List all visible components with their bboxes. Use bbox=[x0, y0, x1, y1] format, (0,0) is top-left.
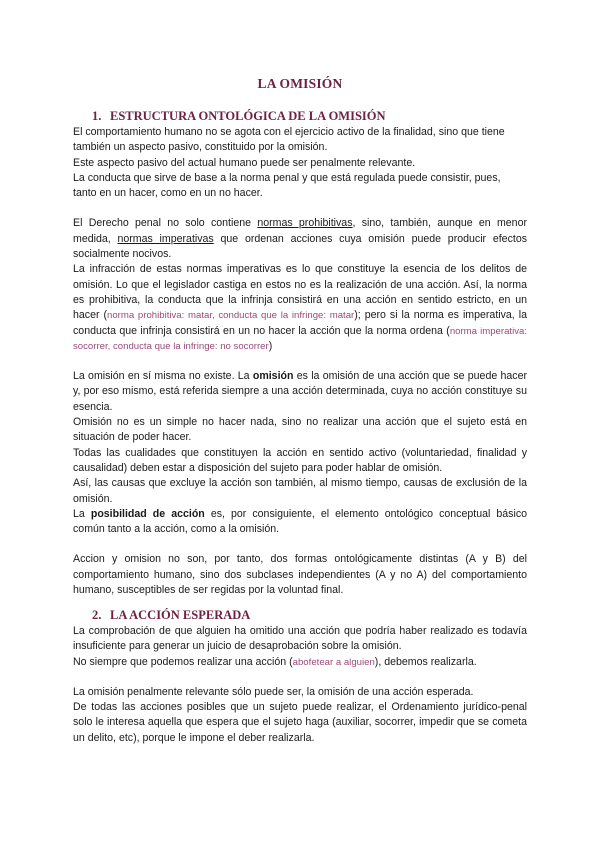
paragraph: Accion y omision no son, por tanto, dos formas ontológicamente distintas (A y B) del comportamiento humano, sino dos subclases independientes (A y no A) del comportamiento humano, susceptibles de ser regidas por la voluntad final. bbox=[73, 553, 527, 597]
bold-term: posibilidad de acción bbox=[90, 507, 205, 520]
section-1-title: ESTRUCTURA ONTOLÓGICA DE LA OMISIÓN bbox=[110, 109, 386, 123]
page-title: LA OMISIÓN bbox=[257, 76, 343, 91]
example-note: norma prohibitiva: matar, conducta que la infringe: matar bbox=[107, 310, 355, 322]
section-2-body bbox=[73, 624, 527, 746]
section-2-title: LA ACCIÓN ESPERADA bbox=[110, 608, 251, 622]
paragraph: La omisión penalmente relevante sólo puede ser, la omisión de una acción esperada. bbox=[73, 685, 474, 698]
example-note: abofetear a alguien bbox=[292, 656, 375, 668]
paragraph: La infracción de estas normas imperativas es lo que constituye la esencia de los delitos de omisión. Lo que el legislador castiga en estos no es la realización de una acción. Así, la norma es prohibitiva, la conducta que la infrinja consistirá en una acción en sentido estricto, en un hacer (norma prohibitiva: matar, conducta que la infringe: matar); pero si la norma es imperativa, la conducta que infrinja consistirá en un no hacer la acción que la norma ordena (norma imperativa: socorrer, conducta que la infringe: no socorrer) bbox=[73, 263, 528, 352]
paragraph: Omisión no es un simple no hacer nada, sino no realizar una acción que el sujeto está en situación de poder hacer. bbox=[73, 416, 527, 444]
section-1-body bbox=[73, 125, 527, 598]
paragraph: La comprobación de que alguien ha omitido una acción que podría haber realizado es todavía insuficiente para generar un juicio de desaprobación sobre la omisión. bbox=[73, 625, 527, 653]
term-normas-prohibitivas: normas prohibitivas bbox=[257, 217, 353, 230]
paragraph: La omisión en sí misma no existe. La omisión es la omisión de una acción que se puede hacer y, por eso mismo, está referida siempre a una acción determinada, cuya no acción constituye su esencia. bbox=[73, 370, 527, 413]
paragraph: No siempre que podemos realizar una acción (abofetear a alguien), debemos realizarla. bbox=[73, 655, 477, 668]
paragraph: El Derecho penal no solo contiene normas prohibitivas, sino, también, aunque en menor medida, normas imperativas que ordenan acciones cuya omisión puede producir efectos socialmente nocivos. bbox=[73, 217, 528, 261]
term-normas-imperativas: normas imperativas bbox=[117, 232, 214, 245]
paragraph: La conducta que sirve de base a la norma penal y que está regulada puede consistir, pues, tanto en un hacer, como en un no hacer. bbox=[73, 171, 501, 200]
section-1-heading bbox=[92, 109, 386, 124]
section-1-number: 1. bbox=[92, 109, 102, 123]
paragraph: Todas las cualidades que constituyen la acción en sentido activo (voluntariedad, finalidad y causalidad) deben estar a disposición del sujeto para poder hablar de omisión. bbox=[73, 446, 527, 474]
section-2-heading bbox=[92, 608, 250, 623]
paragraph: Así, las causas que excluye la acción son también, al mismo tiempo, causas de exclusión de la omisión. bbox=[73, 477, 527, 505]
paragraph: El comportamiento humano no se agota con el ejercicio activo de la finalidad, sino que tiene también un aspecto pasivo, constituido por la omisión. bbox=[73, 126, 505, 154]
example-note: norma imperativa: socorrer, conducta que la infringe: no socorrer bbox=[73, 325, 528, 352]
section-2-number: 2. bbox=[92, 608, 102, 622]
bold-term: omisión bbox=[252, 370, 294, 383]
paragraph: De todas las acciones posibles que un sujeto puede realizar, el Ordenamiento jurídico-penal solo le interesa aquella que espera que el sujeto haga (auxiliar, socorrer, impedir que se cometa un delito, etc), porque le impone el deber realizarla. bbox=[73, 701, 527, 744]
paragraph: La posibilidad de acción es, por consiguiente, el elemento ontológico conceptual básico común tanto a la acción, como a la omisión. bbox=[73, 507, 528, 536]
paragraph: Este aspecto pasivo del actual humano puede ser penalmente relevante. bbox=[73, 156, 416, 169]
